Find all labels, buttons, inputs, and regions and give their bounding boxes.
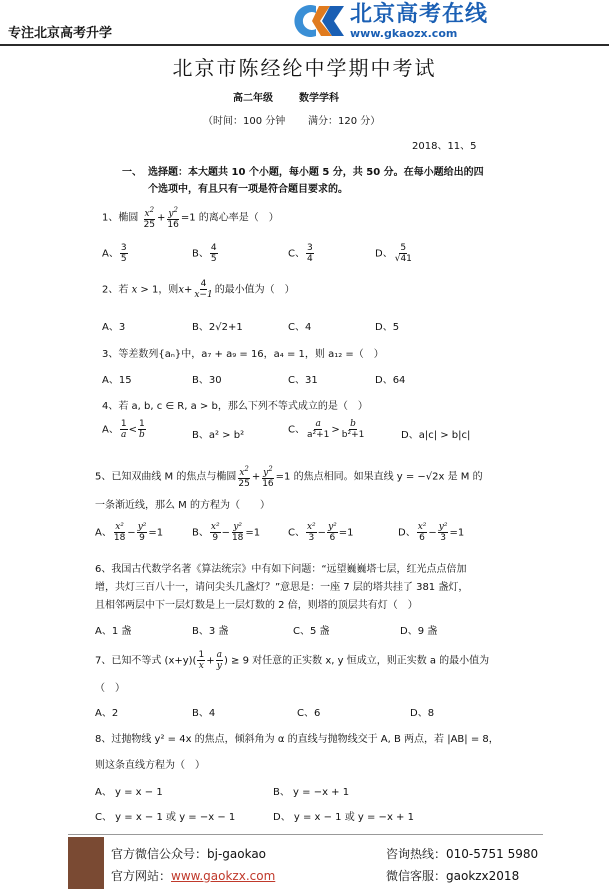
question-5: 5、已知双曲线 M 的焦点与椭圆 $\frac{x^2}{25}$ + $\frac{y^2}{16}$ =1 的焦点相同。如果直线 y = −√2x 是 M 的 [95, 465, 483, 489]
question-6-line-2: 增，共灯三百八十一，请问尖头几盏灯？”意思是：一座 7 层的塔共挂了 381 盏灯， [95, 582, 469, 593]
footer-wechat: 官方微信公众号：bj-gaokao [111, 847, 267, 861]
logo-url: www.gkaozx.com [350, 26, 458, 40]
q3-option-d: D、64 [375, 375, 406, 386]
exam-grade: 高二年级 [233, 93, 273, 104]
q4-option-d: D、a|c| > b|c| [401, 430, 471, 441]
question-4: 4、若 a, b, c ∈ R, a > b，那么下列不等式成立的是（ ） [102, 401, 368, 412]
q2-option-b: B、2√2+1 [192, 322, 243, 333]
question-5-line-2: 一条渐近线，那么 M 的方程为（ ） [95, 500, 270, 511]
q3-option-c: C、31 [288, 375, 318, 386]
header-divider [0, 44, 609, 46]
q2-option-d: D、5 [375, 322, 400, 333]
q3-option-b: B、30 [192, 375, 222, 386]
q5-option-a: A、 $\frac{\text{x²}}{18}$ − $\frac{\text{y²}}{9}$ =1 [95, 522, 164, 543]
page-footer [68, 834, 543, 888]
site-logo[interactable] [286, 2, 488, 40]
footer-website: 官方网站：www.gaokzx.com [111, 869, 276, 883]
question-8-line-1: 8、过抛物线 y² = 4x 的焦点，倾斜角为 α 的直线与抛物线交于 A, B 两点，若 |AB| = 8， [95, 734, 499, 745]
q5-option-d: D、 $\frac{\text{x²}}{6}$ − $\frac{\text{y²}}{3}$ =1 [398, 522, 465, 543]
exam-title: 北京市陈经纶中学期中考试 [172, 56, 437, 80]
q8-option-a: A、 y = x − 1 [95, 787, 163, 798]
question-1-lead: 1、椭圆 [102, 212, 139, 224]
q6-option-d: D、9 盏 [400, 626, 438, 637]
exam-time: （时间：100 分钟 [203, 116, 286, 127]
exam-date: 2018、11、5 [412, 141, 477, 152]
q7-option-c: C、6 [297, 708, 321, 719]
q4-option-b: B、a² > b² [192, 430, 245, 441]
q3-option-a: A、15 [102, 375, 132, 386]
footer-accent-bar [68, 837, 104, 889]
question-2: 2、若 x > 1，则x+ $\frac{4}{x-1}$ 的最小值为（ ） [102, 279, 295, 300]
section-instructions-2: 个选项中，有且只有一项是符合题目要求的。 [148, 184, 348, 195]
q8-option-c: C、 y = x − 1 或 y = −x − 1 [95, 812, 236, 823]
q8-option-d: D、 y = x − 1 或 y = −x + 1 [273, 812, 414, 823]
question-3: 3、等差数列{aₙ}中，a₇ + a₉ = 16，a₄ = 1，则 a₁₂ =（ ） [102, 349, 384, 360]
q2-option-c: C、4 [288, 322, 312, 333]
q5-option-b: B、 $\frac{\text{x²}}{9}$ − $\frac{\text{y²}}{18}$ =1 [192, 522, 261, 543]
exam-subject: 数学学科 [299, 93, 339, 104]
question-1-tail: =1 的离心率是（ ） [180, 212, 279, 224]
question-6-line-1: 6、我国古代数学名著《算法统宗》中有如下问题：“远望巍巍塔七层，红光点点倍加 [95, 564, 467, 575]
q1-option-b: B、 $\frac{4}{5}$ [192, 243, 217, 264]
logo-mark-icon [286, 2, 346, 40]
section-instructions-1: 选择题：本大题共 10 个小题，每小题 5 分，共 50 分。在每小题给出的四 [148, 167, 484, 178]
q7-option-a: A、2 [95, 708, 119, 719]
question-1: 1、椭圆 $\frac{x^2}{25}$ + $\frac{y^2}{16}$ =1 的离心率是（ ） [102, 206, 279, 230]
footer-website-link[interactable]: www.gaokzx.com [171, 869, 276, 883]
logo-name: 北京高考在线 [350, 1, 489, 27]
question-7: 7、已知不等式 (x+y)( $\frac{1}{x}$ + $\frac{a}{y}$ ) ≥ 9 对任意的正实数 x, y 恒成立，则正实数 a 的最小值为 [95, 650, 490, 671]
section-number: 一、 [122, 167, 142, 178]
footer-hotline: 咨询热线：010-5751 5980 [386, 847, 539, 861]
q4-option-c: C、 $\frac{a}{\text{a²+1}}$ > $\frac{b}{\text{b²+1}}$ [288, 419, 365, 440]
q4-option-a: A、 $\frac{1}{a}$ < $\frac{1}{b}$ [102, 419, 145, 440]
q6-option-b: B、3 盏 [192, 626, 229, 637]
q7-option-d: D、8 [410, 708, 435, 719]
q8-option-b: B、 y = −x + 1 [273, 787, 350, 798]
q5-option-c: C、 $\frac{\text{x²}}{3}$ − $\frac{\text{y²}}{6}$ =1 [288, 522, 354, 543]
q7-option-b: B、4 [192, 708, 216, 719]
exam-score: 满分：120 分） [308, 116, 381, 127]
q2-option-a: A、3 [102, 322, 126, 333]
q6-option-a: A、1 盏 [95, 626, 132, 637]
question-8-line-2: 则这条直线方程为（ ） [95, 760, 205, 771]
q1-option-c: C、 $\frac{3}{4}$ [288, 243, 313, 264]
header-slogan: 专注北京高考升学 [8, 26, 113, 41]
question-6-line-3: 且相邻两层中下一层灯数是上一层灯数的 2 倍，则塔的顶层共有灯（ ） [95, 600, 418, 611]
q1-option-a: A、 $\frac{3}{5}$ [102, 243, 127, 264]
question-7-line-2: （ ） [95, 683, 125, 694]
q6-option-c: C、5 盏 [293, 626, 330, 637]
q1-option-d: D、 $\frac{5}{√41}$ [375, 243, 412, 264]
footer-service: 微信客服：gaokzx2018 [386, 869, 520, 883]
